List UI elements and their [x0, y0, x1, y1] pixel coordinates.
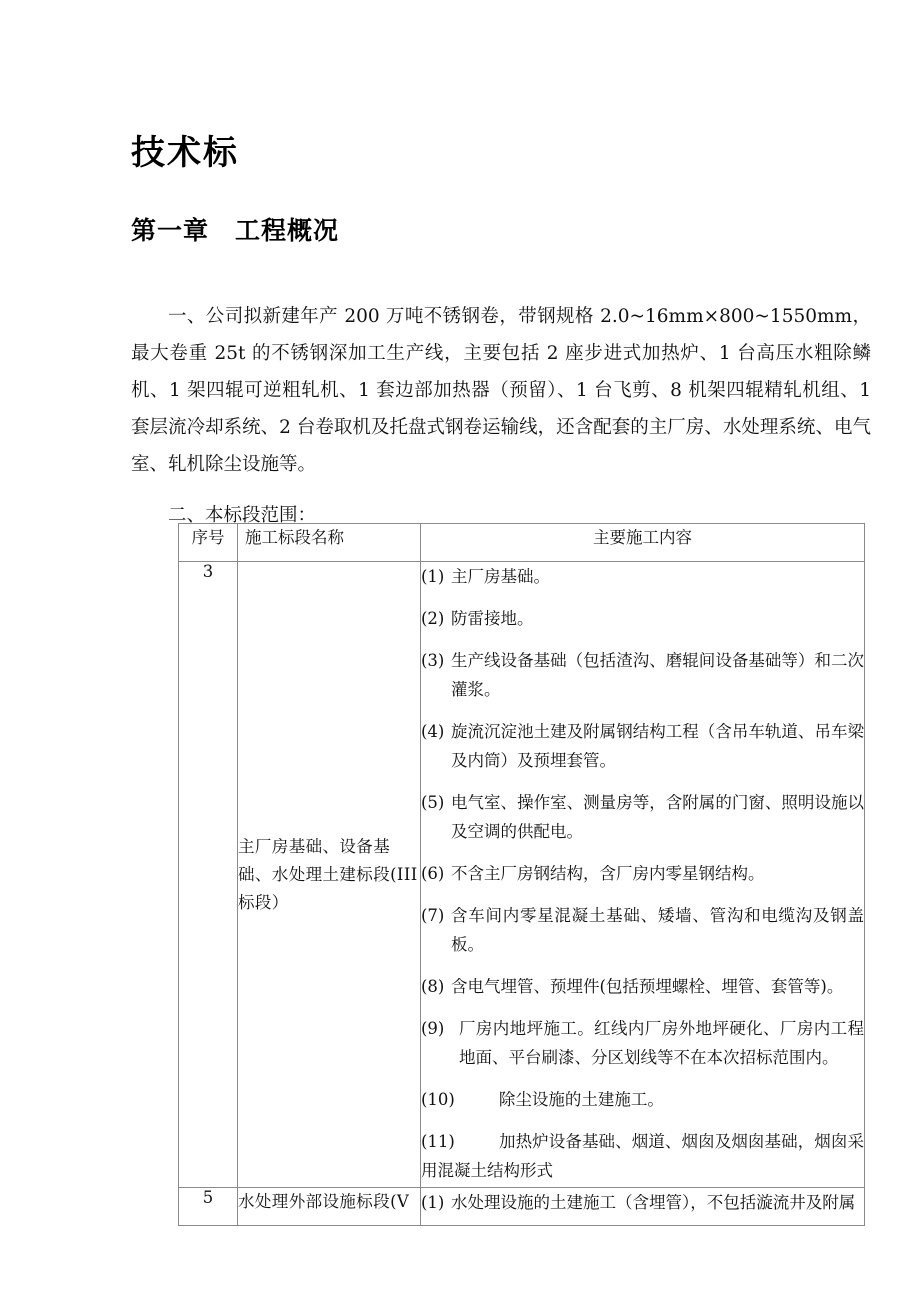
cell-row-no: 5 — [179, 1188, 238, 1226]
list-item-marker: (4) — [421, 722, 445, 741]
list-item-marker: (11) — [421, 1132, 455, 1151]
list-item-text: 电气室、操作室、测量房等，含附属的门窗、照明设施以及空调的供配电。 — [451, 793, 864, 841]
list-item-text: 除尘设施的土建施工。 — [498, 1090, 664, 1109]
list-item-text: 水处理设施的土建施工（含埋管），不包括漩流井及附属 — [451, 1193, 856, 1212]
chapter-heading: 第一章 工程概况 — [131, 216, 340, 245]
list-item-marker: (8) — [421, 977, 445, 996]
list-item-marker: (1) — [421, 567, 445, 586]
table-row — [179, 562, 865, 1188]
list-item-text: 加热炉设备基础、烟道、烟囱及烟囱基础，烟囱采用混凝土结构形式 — [421, 1132, 864, 1180]
cell-work-content — [421, 562, 865, 1188]
list-item-marker: (10) — [421, 1090, 455, 1109]
cell-row-no: 3 — [179, 562, 238, 1188]
column-header-name: 施工标段名称 — [238, 524, 421, 562]
table-row — [179, 1188, 865, 1226]
list-item-text: 含电气埋管、预埋件(包括预埋螺栓、埋管、套管等)。 — [451, 977, 844, 996]
page-title: 技术标 — [131, 133, 239, 173]
list-item — [421, 972, 864, 1001]
list-item — [421, 717, 864, 775]
list-item — [421, 646, 864, 704]
list-item — [421, 859, 864, 888]
cell-section-name: 水处理外部设施标段(V — [238, 1188, 421, 1226]
list-item — [421, 788, 864, 846]
list-item-text: 厂房内地坪施工。红线内厂房外地坪硬化、厂房内工程地面、平台刷漆、分区划线等不在本次招标范围内。 — [459, 1019, 864, 1067]
cell-section-name: 主厂房基础、设备基础、水处理土建标段(III 标段） — [238, 562, 421, 1188]
list-item — [421, 604, 864, 633]
column-header-no: 序号 — [179, 524, 238, 562]
paragraph-project-overview: 一、公司拟新建年产 200 万吨不锈钢卷，带钢规格 2.0~16mm×800~1550mm，最大卷重 25t 的不锈钢深加工生产线，主要包括 2 座步进式加热炉、1 台高压水粗除鳞机、1 架四辊可逆粗轧机、1 套边部加热器（预留）、1 台飞剪、8 机架四辊精轧机组、1 套层流冷却系统、2 台卷取机及托盘式钢卷运输线，还含配套的主厂房、水处理系统、电气室、轧机除尘设施等。 — [131, 305, 871, 475]
list-item — [421, 1188, 864, 1217]
paragraph-scope-lead: 二、本标段范围： — [168, 504, 317, 526]
list-item-marker: (6) — [421, 864, 445, 883]
list-item — [421, 1014, 864, 1072]
cell-work-content — [421, 1188, 865, 1226]
list-item — [421, 901, 864, 959]
list-item-marker: (3) — [421, 651, 445, 670]
list-item-text: 主厂房基础。 — [451, 567, 550, 586]
scope-table — [178, 523, 865, 1226]
table-header-row — [179, 524, 865, 562]
list-item-text: 防雷接地。 — [451, 609, 534, 628]
list-item-text: 旋流沉淀池土建及附属钢结构工程（含吊车轨道、吊车梁及内筒）及预埋套管。 — [451, 722, 864, 770]
list-item-marker: (2) — [421, 609, 445, 628]
list-item — [421, 562, 864, 591]
list-item-text: 生产线设备基础（包括渣沟、磨辊间设备基础等）和二次灌浆。 — [451, 651, 864, 699]
list-item-text: 含车间内零星混凝土基础、矮墙、管沟和电缆沟及钢盖板。 — [451, 906, 864, 954]
list-item-marker: (1) — [421, 1193, 445, 1212]
list-item — [421, 1085, 864, 1114]
list-item-text: 不含主厂房钢结构，含厂房内零星钢结构。 — [451, 864, 765, 883]
list-item — [421, 1127, 864, 1185]
list-item-marker: (9) — [421, 1019, 445, 1038]
list-item-marker: (7) — [421, 906, 445, 925]
list-item-marker: (5) — [421, 793, 445, 812]
column-header-content: 主要施工内容 — [421, 524, 865, 562]
